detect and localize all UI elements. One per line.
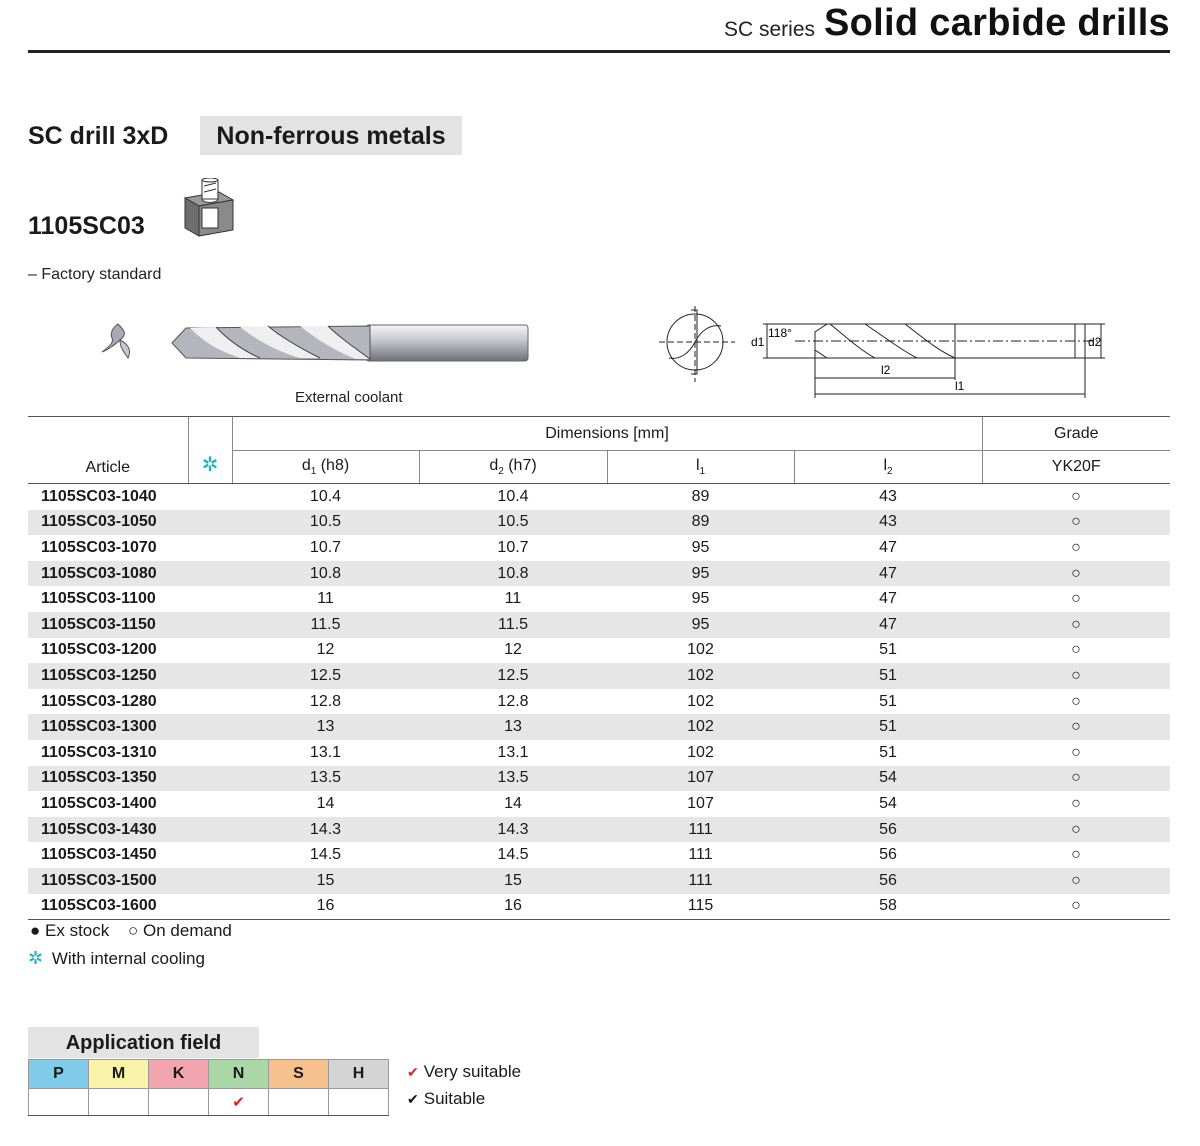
cooling-cell [188, 714, 232, 740]
l1-cell: 95 [691, 538, 710, 556]
grade-cell: ○ [1071, 590, 1081, 608]
table-row [28, 714, 1170, 740]
material-group-s: S [269, 1060, 329, 1089]
grade-cell: ○ [982, 868, 1170, 894]
table-row [28, 817, 1170, 843]
d1-cell: 14.5 [309, 846, 342, 864]
d2-cell: 14.5 [497, 846, 529, 864]
l1-cell: 111 [607, 868, 794, 894]
d1-cell: 10.5 [232, 510, 419, 536]
suitability-cell-p [29, 1089, 89, 1116]
suitability-cell-n: ✔ [209, 1089, 269, 1116]
d2-cell: 14.3 [419, 817, 607, 843]
table-row [28, 740, 1170, 766]
article-cell: 1105SC03-1310 [41, 743, 157, 761]
l2-cell: 51 [879, 692, 897, 710]
grade-cell: ○ [982, 817, 1170, 843]
d2-cell: 10.7 [497, 538, 529, 556]
d1-cell: 12.8 [309, 692, 342, 710]
l2-label: l2 [881, 363, 891, 377]
suitability-cell-k [149, 1089, 209, 1116]
l1-cell: 95 [691, 590, 710, 608]
grade-cell: ○ [1071, 641, 1081, 659]
l1-cell: 95 [607, 612, 794, 638]
drill-side-image [170, 318, 532, 368]
l1-cell: 102 [687, 692, 714, 710]
col-d2: $d_2$ (h7) [419, 451, 607, 484]
grade-cell: ○ [982, 714, 1170, 740]
col-l2: $l_2$ [794, 451, 982, 484]
d2-cell: 12.8 [497, 692, 529, 710]
cooling-cell [188, 868, 232, 894]
d1-cell: 15 [232, 868, 419, 894]
l2-cell: 43 [879, 487, 897, 505]
l2-cell: 47 [879, 590, 897, 608]
l2-cell: 43 [794, 510, 982, 536]
article-cell: 1105SC03-1500 [28, 868, 188, 894]
l2-cell: 51 [794, 663, 982, 689]
table-row [28, 868, 1170, 894]
black-check-icon: ✔ [407, 1091, 419, 1107]
l1-cell: 111 [607, 817, 794, 843]
filled-dot-icon: ● [30, 921, 41, 940]
drill-end-view-image [98, 320, 140, 362]
grade-cell: ○ [982, 894, 1170, 920]
article-cell: 1105SC03-1040 [41, 487, 157, 505]
material-group-n: N [209, 1060, 269, 1089]
l1-cell: 89 [607, 510, 794, 536]
table-row [28, 586, 1170, 612]
table-row [28, 663, 1170, 689]
l2-cell: 56 [794, 868, 982, 894]
cooling-cell [188, 535, 232, 561]
d2-label: d2 [1088, 335, 1102, 349]
grade-cell: ○ [1071, 846, 1081, 864]
internal-cooling-legend-icon: ✲ [28, 948, 44, 968]
grade-cell: ○ [982, 510, 1170, 536]
d2-cell: 15 [419, 868, 607, 894]
material-group-m: M [89, 1060, 149, 1089]
cooling-cell [188, 663, 232, 689]
cooling-cell [188, 842, 232, 868]
l1-cell: 102 [607, 663, 794, 689]
on-demand-label: On demand [143, 921, 232, 940]
d1-cell: 11 [317, 590, 334, 608]
l1-cell: 102 [607, 714, 794, 740]
table-row [28, 561, 1170, 587]
l1-label: l1 [955, 379, 965, 393]
l1-cell: 107 [607, 766, 794, 792]
d2-cell: 10.5 [419, 510, 607, 536]
d2-cell: 13 [419, 714, 607, 740]
application-field-table [28, 1059, 389, 1116]
col-l1: $l_1$ [607, 451, 794, 484]
table-row [28, 766, 1170, 792]
d1-cell: 11.5 [232, 612, 419, 638]
table-row [28, 484, 1170, 510]
suitability-cell-s [269, 1089, 329, 1116]
article-cell: 1105SC03-1100 [41, 590, 156, 608]
l2-cell: 56 [794, 817, 982, 843]
article-cell: 1105SC03-1050 [28, 510, 188, 536]
l1-cell: 89 [691, 487, 710, 505]
suitable-label: Suitable [423, 1089, 486, 1108]
section-title: SC drill 3xD [28, 122, 169, 150]
cooling-cell [188, 612, 232, 638]
page-header [28, 0, 1170, 53]
suitable-key [407, 1089, 485, 1109]
l2-cell: 54 [794, 766, 982, 792]
grade-header: Grade [982, 417, 1170, 451]
very-suitable-key [407, 1062, 521, 1082]
d1-cell: 16 [232, 894, 419, 920]
d1-cell: 10.7 [309, 538, 342, 556]
dimensions-header: Dimensions [mm] [232, 417, 982, 451]
d1-cell: 10.8 [232, 561, 419, 587]
article-cell: 1105SC03-1400 [41, 794, 157, 812]
article-cell: 1105SC03-1300 [28, 714, 188, 740]
article-cell: 1105SC03-1450 [41, 846, 157, 864]
table-row [28, 510, 1170, 536]
l2-cell: 47 [794, 561, 982, 587]
page-title: Solid carbide drills [824, 2, 1170, 44]
l2-cell: 51 [879, 743, 897, 761]
table-row [28, 638, 1170, 664]
d1-cell: 13.1 [309, 743, 342, 761]
article-cell: 1105SC03-1070 [41, 538, 157, 556]
d2-cell: 11 [504, 590, 522, 608]
l2-cell: 58 [794, 894, 982, 920]
grade-cell: ○ [1071, 743, 1081, 761]
coolant-caption: External coolant [295, 389, 403, 406]
cooling-cell [188, 638, 232, 664]
l2-cell: 54 [879, 794, 897, 812]
angle-label: 118° [768, 326, 792, 340]
l1-cell: 107 [687, 794, 714, 812]
l1-cell: 111 [688, 846, 713, 864]
d1-cell: 12 [316, 641, 335, 659]
red-check-icon: ✔ [407, 1064, 419, 1080]
d1-cell: 10.4 [309, 487, 342, 505]
table-row [28, 894, 1170, 920]
material-group-p: P [29, 1060, 89, 1089]
grade-cell: ○ [982, 766, 1170, 792]
table-row [28, 612, 1170, 638]
suitability-cell-m [89, 1089, 149, 1116]
d1-cell: 12.5 [232, 663, 419, 689]
l1-cell: 102 [687, 743, 714, 761]
d2-cell: 14 [504, 794, 522, 812]
d1-cell: 13.5 [232, 766, 419, 792]
article-header: Article [28, 417, 188, 484]
table-row [28, 791, 1170, 817]
d2-cell: 16 [419, 894, 607, 920]
d2-cell: 12.5 [419, 663, 607, 689]
standard-note: – Factory standard [28, 266, 162, 283]
material-badge: Non-ferrous metals [200, 116, 462, 155]
through-hole-icon [183, 178, 235, 238]
empty-dot-icon: ○ [128, 921, 139, 940]
application-field-title: Application field [28, 1027, 259, 1058]
d2-cell: 11.5 [419, 612, 607, 638]
cooling-cell [188, 740, 232, 766]
table-row [28, 689, 1170, 715]
material-group-h: H [329, 1060, 389, 1089]
cooling-cell [188, 791, 232, 817]
internal-cooling-label: With internal cooling [51, 949, 205, 968]
technical-drawing [655, 302, 1115, 404]
product-code: 1105SC03 [28, 212, 145, 240]
d1-cell: 13 [232, 714, 419, 740]
article-cell: 1105SC03-1250 [28, 663, 188, 689]
grade-cell: ○ [1071, 487, 1081, 505]
d2-cell: 10.8 [419, 561, 607, 587]
d2-cell: 13.1 [497, 743, 529, 761]
col-grade: YK20F [982, 451, 1170, 484]
table-row [28, 535, 1170, 561]
article-cell: 1105SC03-1150 [28, 612, 188, 638]
l2-cell: 51 [879, 641, 897, 659]
grade-cell: ○ [1071, 538, 1081, 556]
cooling-cell [188, 894, 232, 920]
l2-cell: 51 [794, 714, 982, 740]
d2-cell: 10.4 [497, 487, 529, 505]
d2-cell: 13.5 [419, 766, 607, 792]
grade-cell: ○ [1071, 692, 1081, 710]
very-suitable-label: Very suitable [423, 1062, 522, 1081]
grade-cell: ○ [1071, 794, 1081, 812]
table-row [28, 842, 1170, 868]
article-table [28, 416, 1170, 920]
l1-cell: 102 [687, 641, 714, 659]
cooling-cell [188, 766, 232, 792]
cooling-cell [188, 817, 232, 843]
l2-cell: 47 [794, 612, 982, 638]
cooling-cell [188, 510, 232, 536]
cooling-legend [28, 948, 205, 969]
cooling-cell [188, 484, 232, 510]
article-cell: 1105SC03-1280 [41, 692, 157, 710]
l2-cell: 47 [879, 538, 897, 556]
cooling-cell [188, 689, 232, 715]
d2-cell: 12 [504, 641, 522, 659]
d1-cell: 14.3 [232, 817, 419, 843]
article-cell: 1105SC03-1350 [28, 766, 188, 792]
l1-cell: 95 [607, 561, 794, 587]
material-group-k: K [149, 1060, 209, 1089]
series-label: SC series [723, 18, 815, 41]
article-cell: 1105SC03-1600 [28, 894, 188, 920]
grade-cell: ○ [982, 561, 1170, 587]
article-cell: 1105SC03-1200 [41, 641, 157, 659]
cooling-cell [188, 586, 232, 612]
internal-cooling-icon: ✲ [188, 417, 232, 484]
grade-cell: ○ [982, 663, 1170, 689]
article-cell: 1105SC03-1080 [28, 561, 188, 587]
stock-legend [30, 921, 232, 941]
col-d1: $d_1$ (h8) [232, 451, 419, 484]
l1-cell: 115 [607, 894, 794, 920]
article-cell: 1105SC03-1430 [28, 817, 188, 843]
grade-cell: ○ [982, 612, 1170, 638]
suitability-cell-h [329, 1089, 389, 1116]
cooling-cell [188, 561, 232, 587]
l2-cell: 56 [879, 846, 897, 864]
d1-cell: 14 [316, 794, 335, 812]
d1-label: d1 [751, 335, 765, 349]
ex-stock-label: Ex stock [45, 921, 110, 940]
